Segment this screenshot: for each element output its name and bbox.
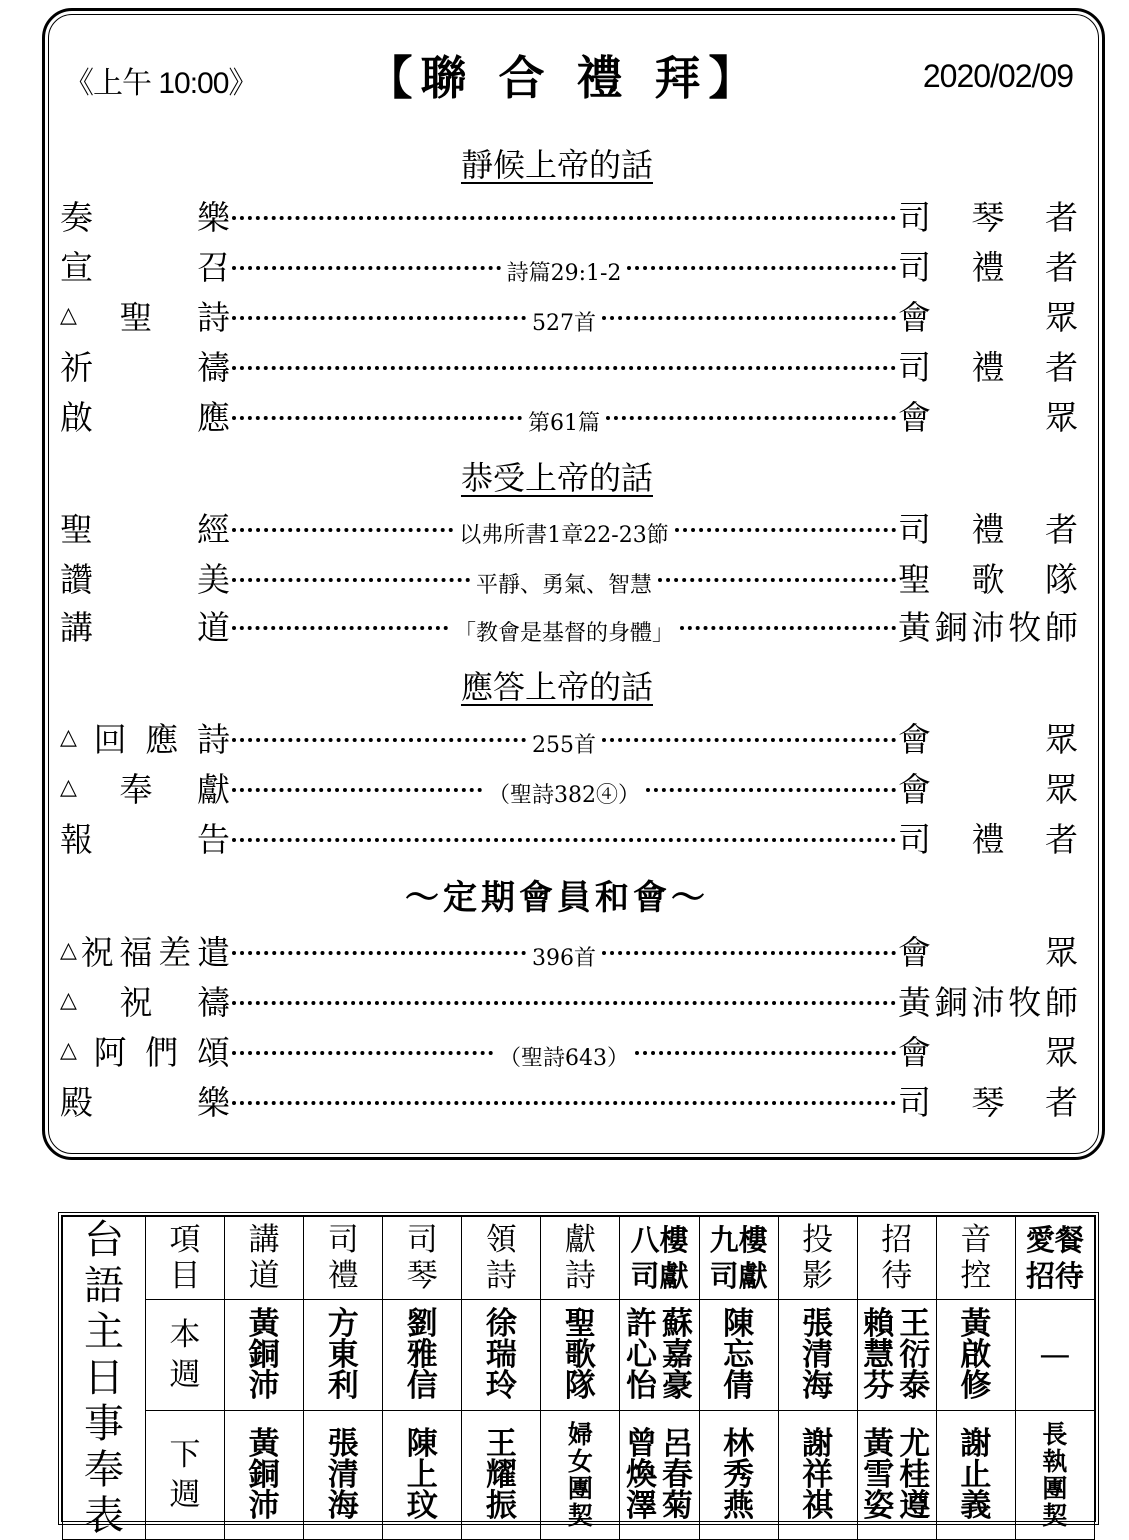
this-week-cell: 黃 啟 修 [936,1300,1015,1411]
section-heading-receiving: 恭受上帝的話 [460,459,653,497]
worship-item-label: △ 祝 福 差 遣 [60,932,230,972]
next-week-cell: 黃 銅 沛 [225,1411,304,1540]
this-week-row [63,1300,1095,1411]
worship-item-row [60,812,1078,862]
this-week-cell: 劉 雅 信 [383,1300,462,1411]
this-week-cell: — [1015,1300,1094,1411]
worship-item-row [60,502,1078,552]
this-week-cell: 許 心 怡 蘇 嘉 豪 [620,1300,699,1411]
worship-item-label: 奏 樂 [60,197,230,237]
worship-item-label: △ 聖 詩 [60,297,230,337]
header-song-leader: 領 詩 [462,1217,541,1300]
header-pianist: 司 琴 [383,1217,462,1300]
worship-item-row [60,762,1078,812]
worship-item-detail-text: 255首 [532,732,596,758]
worship-item-row [60,925,1078,975]
worship-item-label: 講 道 [60,607,230,647]
this-week-cell: 黃 銅 沛 [225,1300,304,1411]
worship-item-detail [232,240,896,290]
worship-item-detail-text: 「教會是基督的身體」 [454,620,675,646]
next-week-cell: 陳 上 玟 [383,1411,462,1540]
worship-item-row [60,190,1078,240]
worship-item-label: △ 祝 禱 [60,982,230,1022]
worship-item-row [60,600,1078,650]
worship-item-label: △ 回 應 詩 [60,719,230,759]
worship-item-role: 司 禮 者 [898,247,1078,287]
worship-item-label: 聖 經 [60,509,230,549]
worship-item-label: △ 阿 們 頌 [60,1032,230,1072]
next-week-row [63,1411,1095,1540]
next-week-cell: 婦 女 團 契 [541,1411,620,1540]
worship-item-role: 司 禮 者 [898,819,1078,859]
next-week-cell: 曾 煥 澤 呂 春 菊 [620,1411,699,1540]
worship-item-detail [232,1075,896,1125]
worship-item-detail [232,600,896,650]
worship-item-detail [232,502,896,552]
duty-roster-table [58,1212,1099,1539]
header-9f-offering: 九樓 司獻 [699,1217,778,1300]
page-title: 【聯 合 禮 拜】 [366,51,763,105]
section-heading-waiting: 靜候上帝的話 [460,146,653,184]
worship-item-detail [232,552,896,602]
worship-item-label: 祈 禱 [60,347,230,387]
worship-item-row [60,1025,1078,1075]
worship-item-role: 會 眾 [898,397,1078,437]
worship-item-label: △ 奉 獻 [60,769,230,809]
header-ushers: 招 待 [857,1217,936,1300]
worship-item-label: 宣 召 [60,247,230,287]
worship-item-detail [232,190,896,240]
worship-item-role: 會 眾 [898,932,1078,972]
next-week-cell: 謝 止 義 [936,1411,1015,1540]
worship-item-role: 聖 歌 隊 [898,559,1078,599]
worship-item-detail [232,975,896,1025]
worship-item-role: 會 眾 [898,769,1078,809]
next-week-cell: 黃 雪 姿 尤 桂 遵 [857,1411,936,1540]
worship-item-role: 會 眾 [898,297,1078,337]
worship-item-row [60,240,1078,290]
worship-item-row [60,1075,1078,1125]
worship-item-label: 啟 應 [60,397,230,437]
worship-item-detail [232,925,896,975]
worship-item-label: 殿 樂 [60,1082,230,1122]
worship-item-row [60,290,1078,340]
next-week-cell: 林 秀 燕 [699,1411,778,1540]
this-week-cell: 徐 瑞 玲 [462,1300,541,1411]
worship-item-detail [232,1025,896,1075]
worship-item-detail-text: 396首 [532,945,596,971]
this-week-cell: 陳 忘 倩 [699,1300,778,1411]
special-meeting-heading: ～定期會員和會～ [405,878,709,918]
worship-item-detail [232,390,896,440]
header-sound: 音 控 [936,1217,1015,1300]
worship-item-detail-text: （聖詩643） [499,1045,629,1071]
header-liturgist: 司 禮 [304,1217,383,1300]
worship-item-detail-text: 以弗所書1章22-23節 [459,522,669,548]
duty-roster-title: 台 語 主 日 事 奉 表 [63,1217,146,1540]
worship-item-role: 司 禮 者 [898,347,1078,387]
header-sermon: 講 道 [225,1217,304,1300]
worship-item-role: 司 琴 者 [898,197,1078,237]
worship-item-detail [232,812,896,862]
worship-item-detail-text: 527首 [532,310,596,336]
worship-item-row [60,390,1078,440]
header-anthem: 獻 詩 [541,1217,620,1300]
worship-item-role: 黃 銅 沛 牧 師 [898,982,1078,1022]
next-week-cell: 謝 祥 祺 [778,1411,857,1540]
next-week-cell: 長 執 團 契 [1015,1411,1094,1540]
worship-item-role: 會 眾 [898,1032,1078,1072]
this-week-label: 本 週 [146,1300,225,1411]
next-week-cell: 王 耀 振 [462,1411,541,1540]
service-time: 《上午 10:00》 [64,67,258,100]
worship-item-row [60,712,1078,762]
header-projection: 投 影 [778,1217,857,1300]
worship-item-detail-text: （聖詩382④） [488,782,640,808]
this-week-cell: 聖 歌 隊 [541,1300,620,1411]
worship-item-detail-text: 平靜、勇氣、智慧 [476,572,653,598]
this-week-cell: 張 清 海 [778,1300,857,1411]
header-item: 項 目 [146,1217,225,1300]
service-date: 2020/02/09 [922,58,1073,94]
worship-item-role: 黃 銅 沛 牧 師 [898,607,1078,647]
section-heading-responding: 應答上帝的話 [460,668,653,706]
this-week-cell: 賴 慧 芬 王 衍 泰 [857,1300,936,1411]
worship-item-row [60,552,1078,602]
worship-item-detail [232,340,896,390]
worship-item-detail-text: 第61篇 [528,410,600,436]
worship-item-detail [232,290,896,340]
worship-item-detail [232,712,896,762]
worship-item-role: 會 眾 [898,719,1078,759]
worship-item-label: 報 告 [60,819,230,859]
next-week-cell: 張 清 海 [304,1411,383,1540]
worship-item-detail-text: 詩篇29:1-2 [506,260,622,286]
header-meal-host: 愛餐 招待 [1015,1217,1094,1300]
worship-item-detail [232,762,896,812]
worship-item-role: 司 琴 者 [898,1082,1078,1122]
worship-item-label: 讚 美 [60,559,230,599]
header-8f-offering: 八樓 司獻 [620,1217,699,1300]
next-week-label: 下 週 [146,1411,225,1540]
this-week-cell: 方 東 利 [304,1300,383,1411]
worship-item-role: 司 禮 者 [898,509,1078,549]
worship-item-row [60,975,1078,1025]
worship-item-row [60,340,1078,390]
